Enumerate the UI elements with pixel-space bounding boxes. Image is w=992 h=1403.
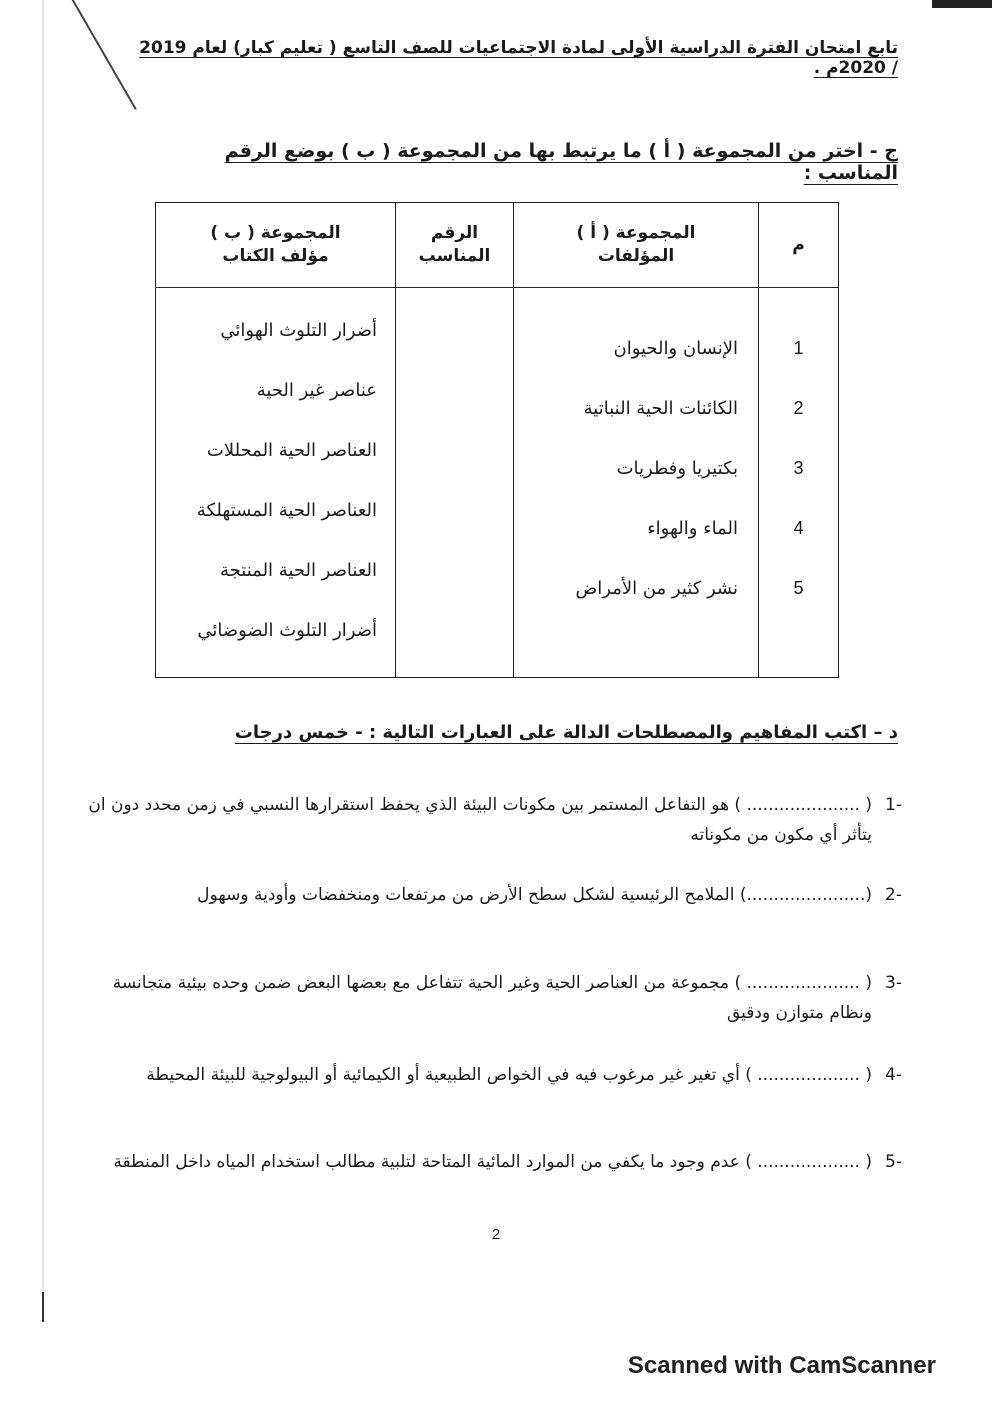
row-number: 1	[793, 337, 804, 358]
question-4	[112, 1060, 902, 1090]
question-5	[92, 1147, 902, 1177]
question-text: ( ................... ) أي تغير غير مرغوب فيه في الخواص الطبيعية أو الكيمائية أو البيولوجية للبيئة المحيطة	[146, 1065, 872, 1085]
header-answer-line2: المناسب	[418, 246, 491, 266]
question-text: ( ..................... ) هو التفاعل المستمر بين مكونات البيئة الذي يحفظ استقرارها النسبي في زمن محدد دون ان يتأثر أي مكون من مكوناته	[88, 795, 872, 845]
header-group-b	[156, 203, 396, 288]
group-a-item: بكتيريا وفطريات	[616, 457, 738, 479]
question-text: ( ..................... ) مجموعة من العناصر الحية وغير الحية تتفاعل مع بعضها البعض ضمن وحده بيئية متجانسة ونظام متوازن ودقيق	[112, 973, 872, 1023]
group-b-item: العناصر الحية المنتجة	[220, 559, 377, 581]
question-number: 3-	[885, 973, 902, 993]
row-number: 2	[793, 397, 804, 418]
header-answer	[396, 203, 514, 288]
group-b-item: أضرار التلوث الهوائي	[220, 319, 377, 341]
group-b-item: العناصر الحية المستهلكة	[196, 499, 377, 521]
section-c-instruction: ج - اختر من المجموعة ( أ ) ما يرتبط بها من المجموعة ( ب ) بوضع الرقم المناسب :	[224, 140, 898, 184]
section-d-instruction: د – اكتب المفاهيم والمصطلحات الدالة على العبارات التالية : - خمس درجات	[234, 722, 898, 743]
page-left-tick	[42, 1292, 44, 1322]
row-number: 4	[793, 517, 804, 538]
question-text: ( ................... ) عدم وجود ما يكفي من الموارد المائية المتاحة لتلبية مطالب استخدام المياه داخل المنطقة	[113, 1152, 872, 1172]
question-number: 5-	[885, 1152, 902, 1172]
answer-column[interactable]	[396, 288, 514, 678]
question-2	[152, 880, 902, 910]
question-number: 4-	[885, 1065, 902, 1085]
page-left-edge	[42, 0, 44, 1320]
group-b-item: أضرار التلوث الضوضائي	[197, 619, 377, 641]
scan-edge-line	[60, 0, 137, 110]
group-b-item: العناصر الحية المحللات	[206, 439, 377, 461]
header-num: م	[759, 203, 839, 288]
question-1	[72, 790, 902, 850]
group-b-item: عناصر غير الحية	[256, 379, 377, 401]
exam-header: تابع امتحان الفترة الدراسية الأولى لمادة الاجتماعيات للصف التاسع ( تعليم كبار) لعام 2019 / 2020م .	[139, 38, 898, 78]
scan-corner-mark	[932, 0, 992, 8]
row-number: 5	[793, 577, 804, 598]
group-a-item: الماء والهواء	[647, 517, 738, 539]
matching-table	[155, 202, 839, 678]
question-number: 2-	[885, 885, 902, 905]
header-group-a-title: المجموعة ( أ )	[576, 223, 696, 244]
group-a-column	[514, 288, 759, 678]
group-a-item: الإنسان والحيوان	[613, 337, 738, 359]
group-b-column	[156, 288, 396, 678]
header-group-b-title: المجموعة ( ب )	[210, 223, 341, 244]
row-number: 3	[793, 457, 804, 478]
header-group-a	[514, 203, 759, 288]
page-number: 2	[491, 1226, 501, 1243]
scanner-watermark: Scanned with CamScanner	[627, 1352, 936, 1379]
header-group-b-subtitle: مؤلف الكتاب	[222, 246, 329, 266]
group-a-item: نشر كثير من الأمراض	[575, 577, 738, 599]
num-column	[759, 288, 839, 678]
question-3	[72, 968, 902, 1028]
question-text: (......................) الملامح الرئيسية لشكل سطح الأرض من مرتفعات ومنخفضات وأودية وسهول	[197, 885, 872, 905]
question-number: 1-	[885, 795, 902, 815]
header-group-a-subtitle: المؤلفات	[597, 246, 675, 266]
group-a-item: الكائنات الحية النباتية	[583, 397, 738, 419]
header-answer-line1: الرقم	[430, 223, 479, 244]
